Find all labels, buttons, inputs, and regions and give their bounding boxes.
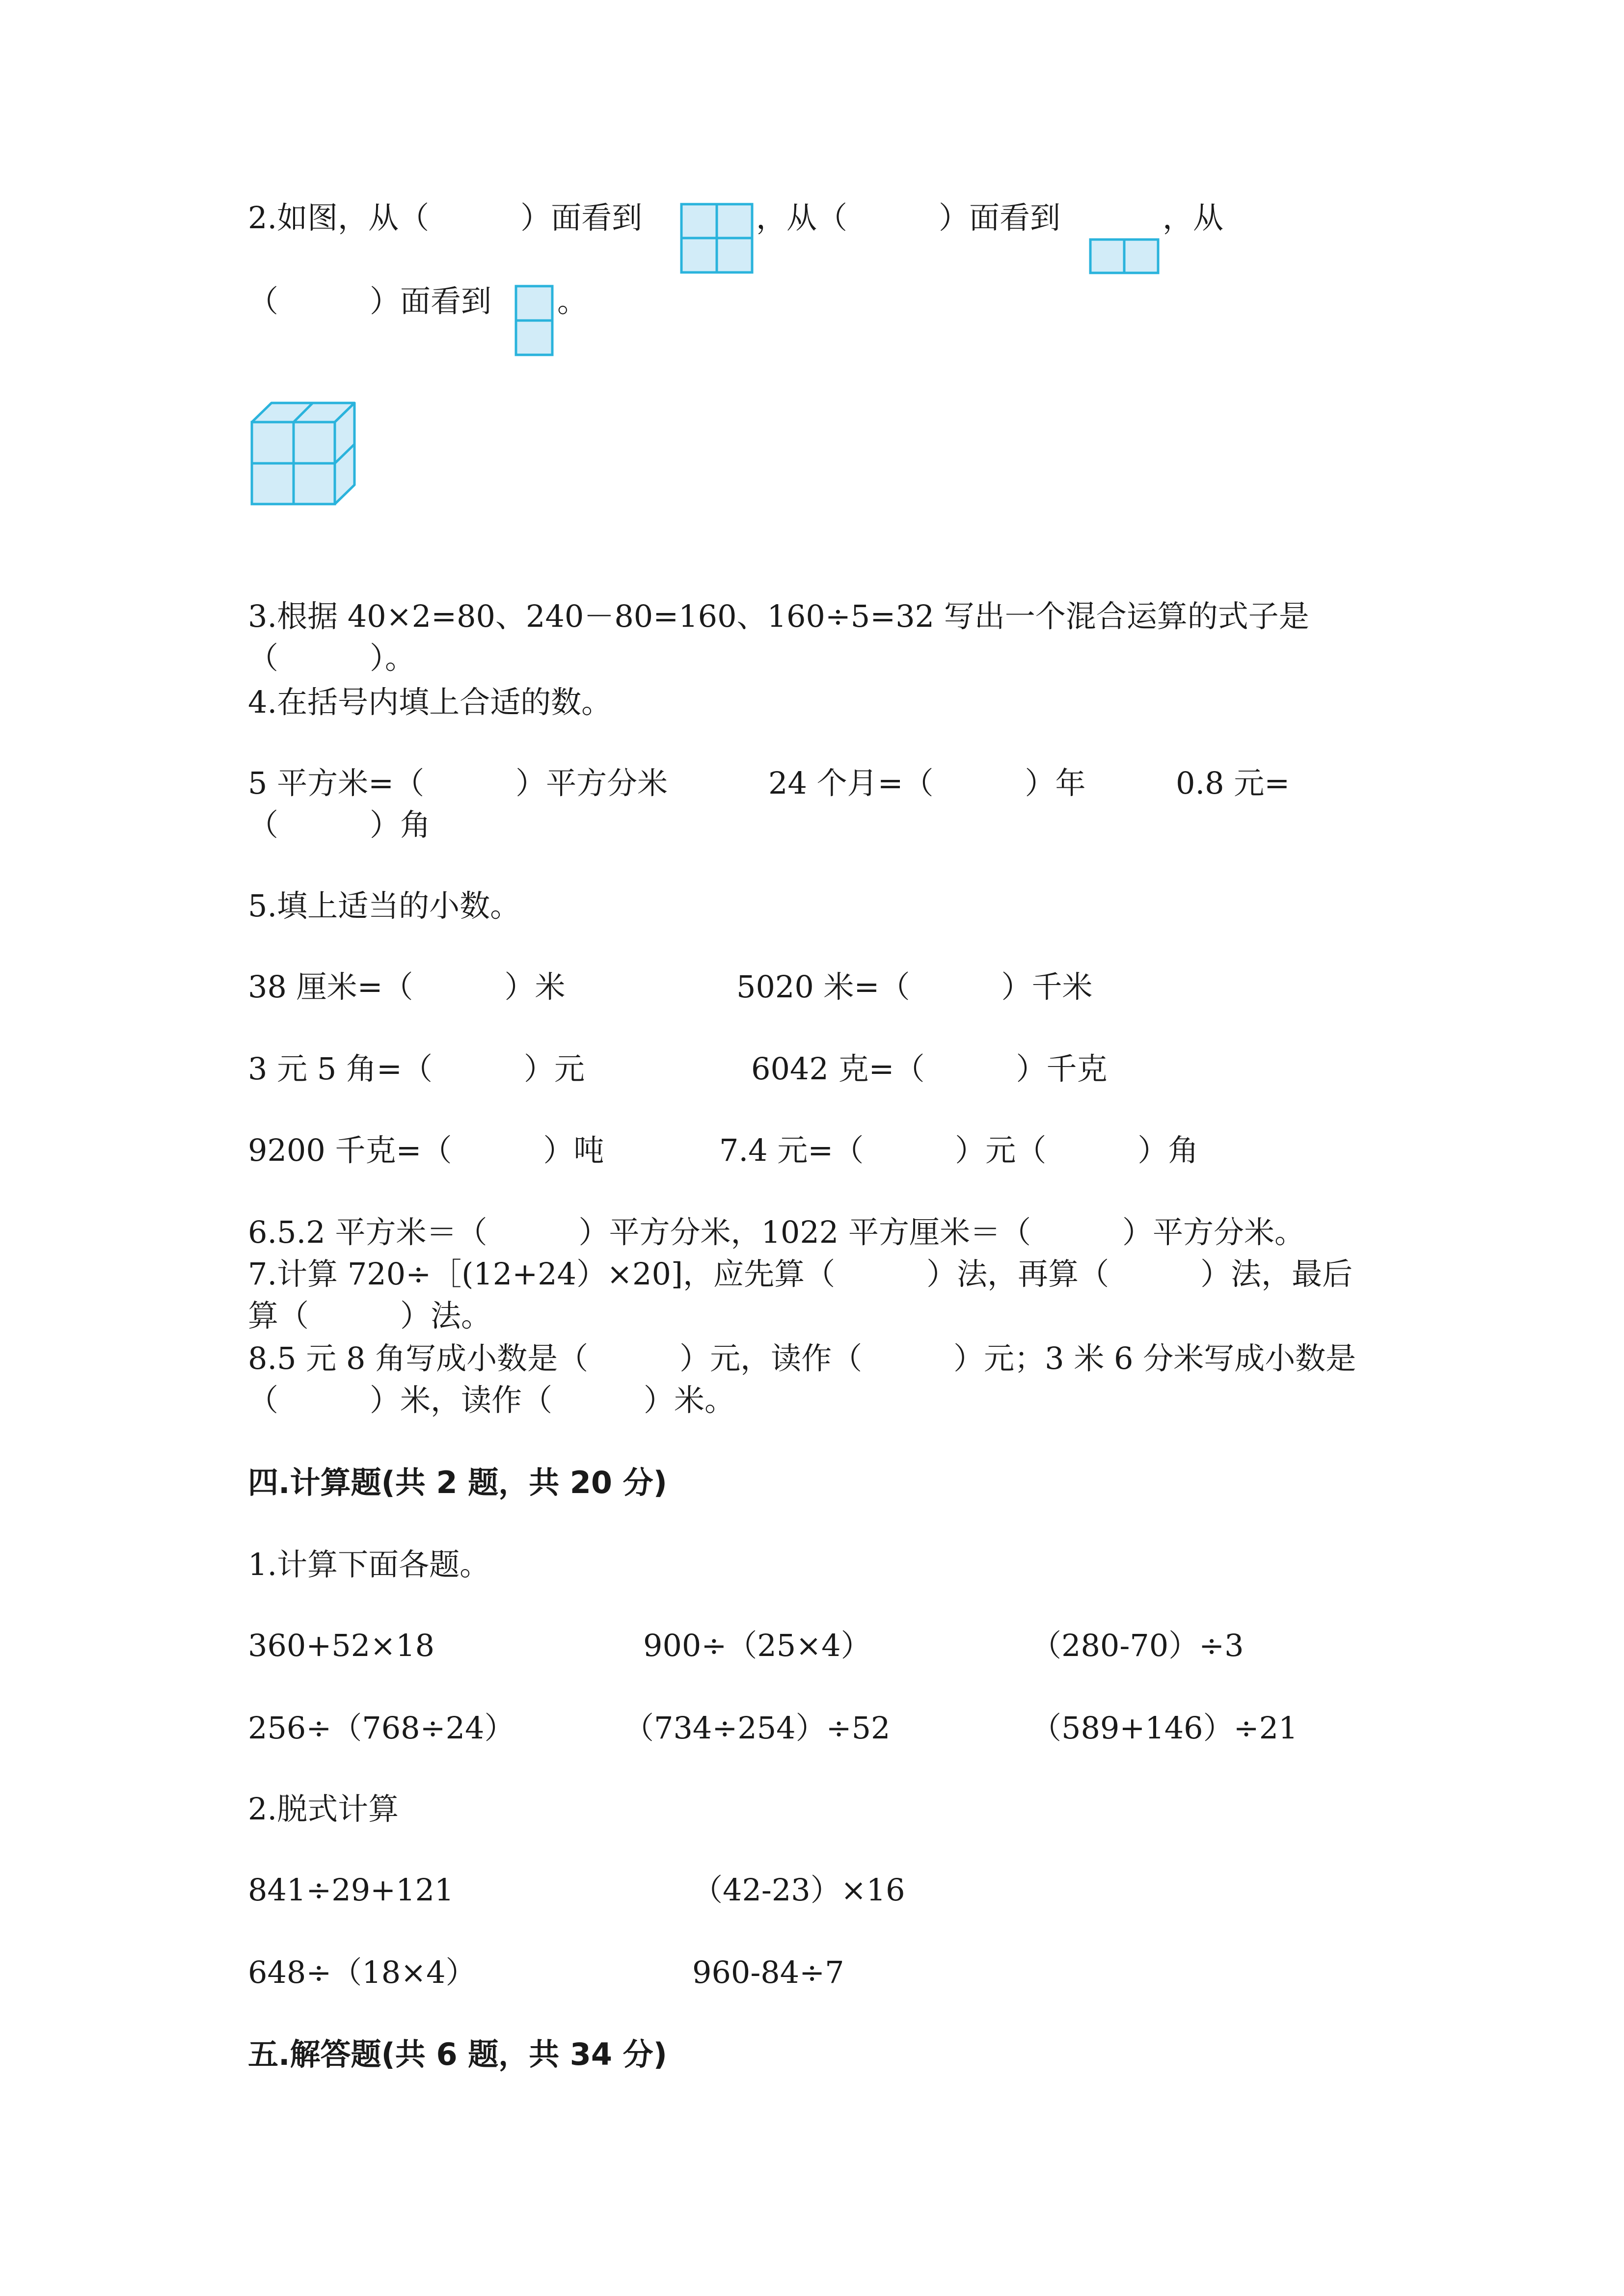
q2-line1-b: ，从（ ）面看到 [756,200,1061,236]
q3-line2: （ ）。 [248,640,416,676]
q5-item: 6042 克=（ ）千克 [751,1051,1108,1087]
q7-line2: 算（ ）法。 [248,1298,492,1334]
calc-problem: （280-70）÷3 [1031,1628,1244,1663]
q5-item: 3 元 5 角=（ ）元 [248,1051,585,1087]
calc-part1-title: 1.计算下面各题。 [248,1547,490,1582]
q2-line1-c: ，从 [1163,200,1224,236]
top-view-figure [1089,238,1160,274]
calc-problem: （589+146）÷21 [1031,1710,1298,1746]
q4-item-3-cont: （ ）角 [248,807,431,843]
q6-line: 6.5.2 平方米＝（ ）平方分米，1022 平方厘米＝（ ）平方分米。 [248,1214,1305,1250]
calc-problem: 360+52×18 [248,1628,435,1663]
calc-problem: 900÷（25×4） [643,1628,871,1663]
section-5-heading: 五.解答题(共 6 题，共 34 分) [248,2036,667,2072]
q5-item: 5020 米=（ ）千米 [736,969,1093,1005]
side-view-figure [514,285,554,356]
section-4-heading: 四.计算题(共 2 题，共 20 分) [248,1465,667,1500]
q2-line2-b: 。 [557,283,588,319]
q5-title: 5.填上适当的小数。 [248,888,521,924]
q4-title: 4.在括号内填上合适的数。 [248,684,612,720]
q4-item-2: 24 个月=（ ）年 [768,765,1086,801]
cube-solid-figure [250,401,356,507]
calc-part2-title: 2.脱式计算 [248,1791,399,1827]
calc-problem: 841÷29+121 [248,1872,454,1908]
calc-problem: 648÷（18×4） [248,1954,476,1990]
q2-line1-a: 2.如图，从（ ）面看到 [248,200,643,236]
q8-line1: 8.5 元 8 角写成小数是（ ）元，读作（ ）元；3 米 6 分米写成小数是 [248,1340,1356,1376]
calc-problem: （734÷254）÷52 [623,1710,891,1746]
calc-problem: （42-23）×16 [692,1872,905,1908]
calc-problem: 960-84÷7 [692,1954,844,1990]
q7-line1: 7.计算 720÷［(12+24）×20]，应先算（ ）法，再算（ ）法，最后 [248,1256,1353,1292]
q2-line2-a: （ ）面看到 [248,283,492,319]
front-view-figure [680,203,754,274]
q4-item-1: 5 平方米=（ ）平方分米 [248,765,668,801]
q8-line2: （ ）米，读作（ ）米。 [248,1382,735,1418]
q5-item: 38 厘米=（ ）米 [248,969,566,1005]
q3-line1: 3.根据 40×2=80、240－80=160、160÷5=32 写出一个混合运算的式子是 [248,598,1309,634]
q5-item: 9200 千克=（ ）吨 [248,1132,604,1168]
calc-problem: 256÷（768÷24） [248,1710,515,1746]
q5-item: 7.4 元=（ ）元（ ）角 [719,1132,1199,1168]
q4-item-3: 0.8 元= [1176,765,1290,801]
